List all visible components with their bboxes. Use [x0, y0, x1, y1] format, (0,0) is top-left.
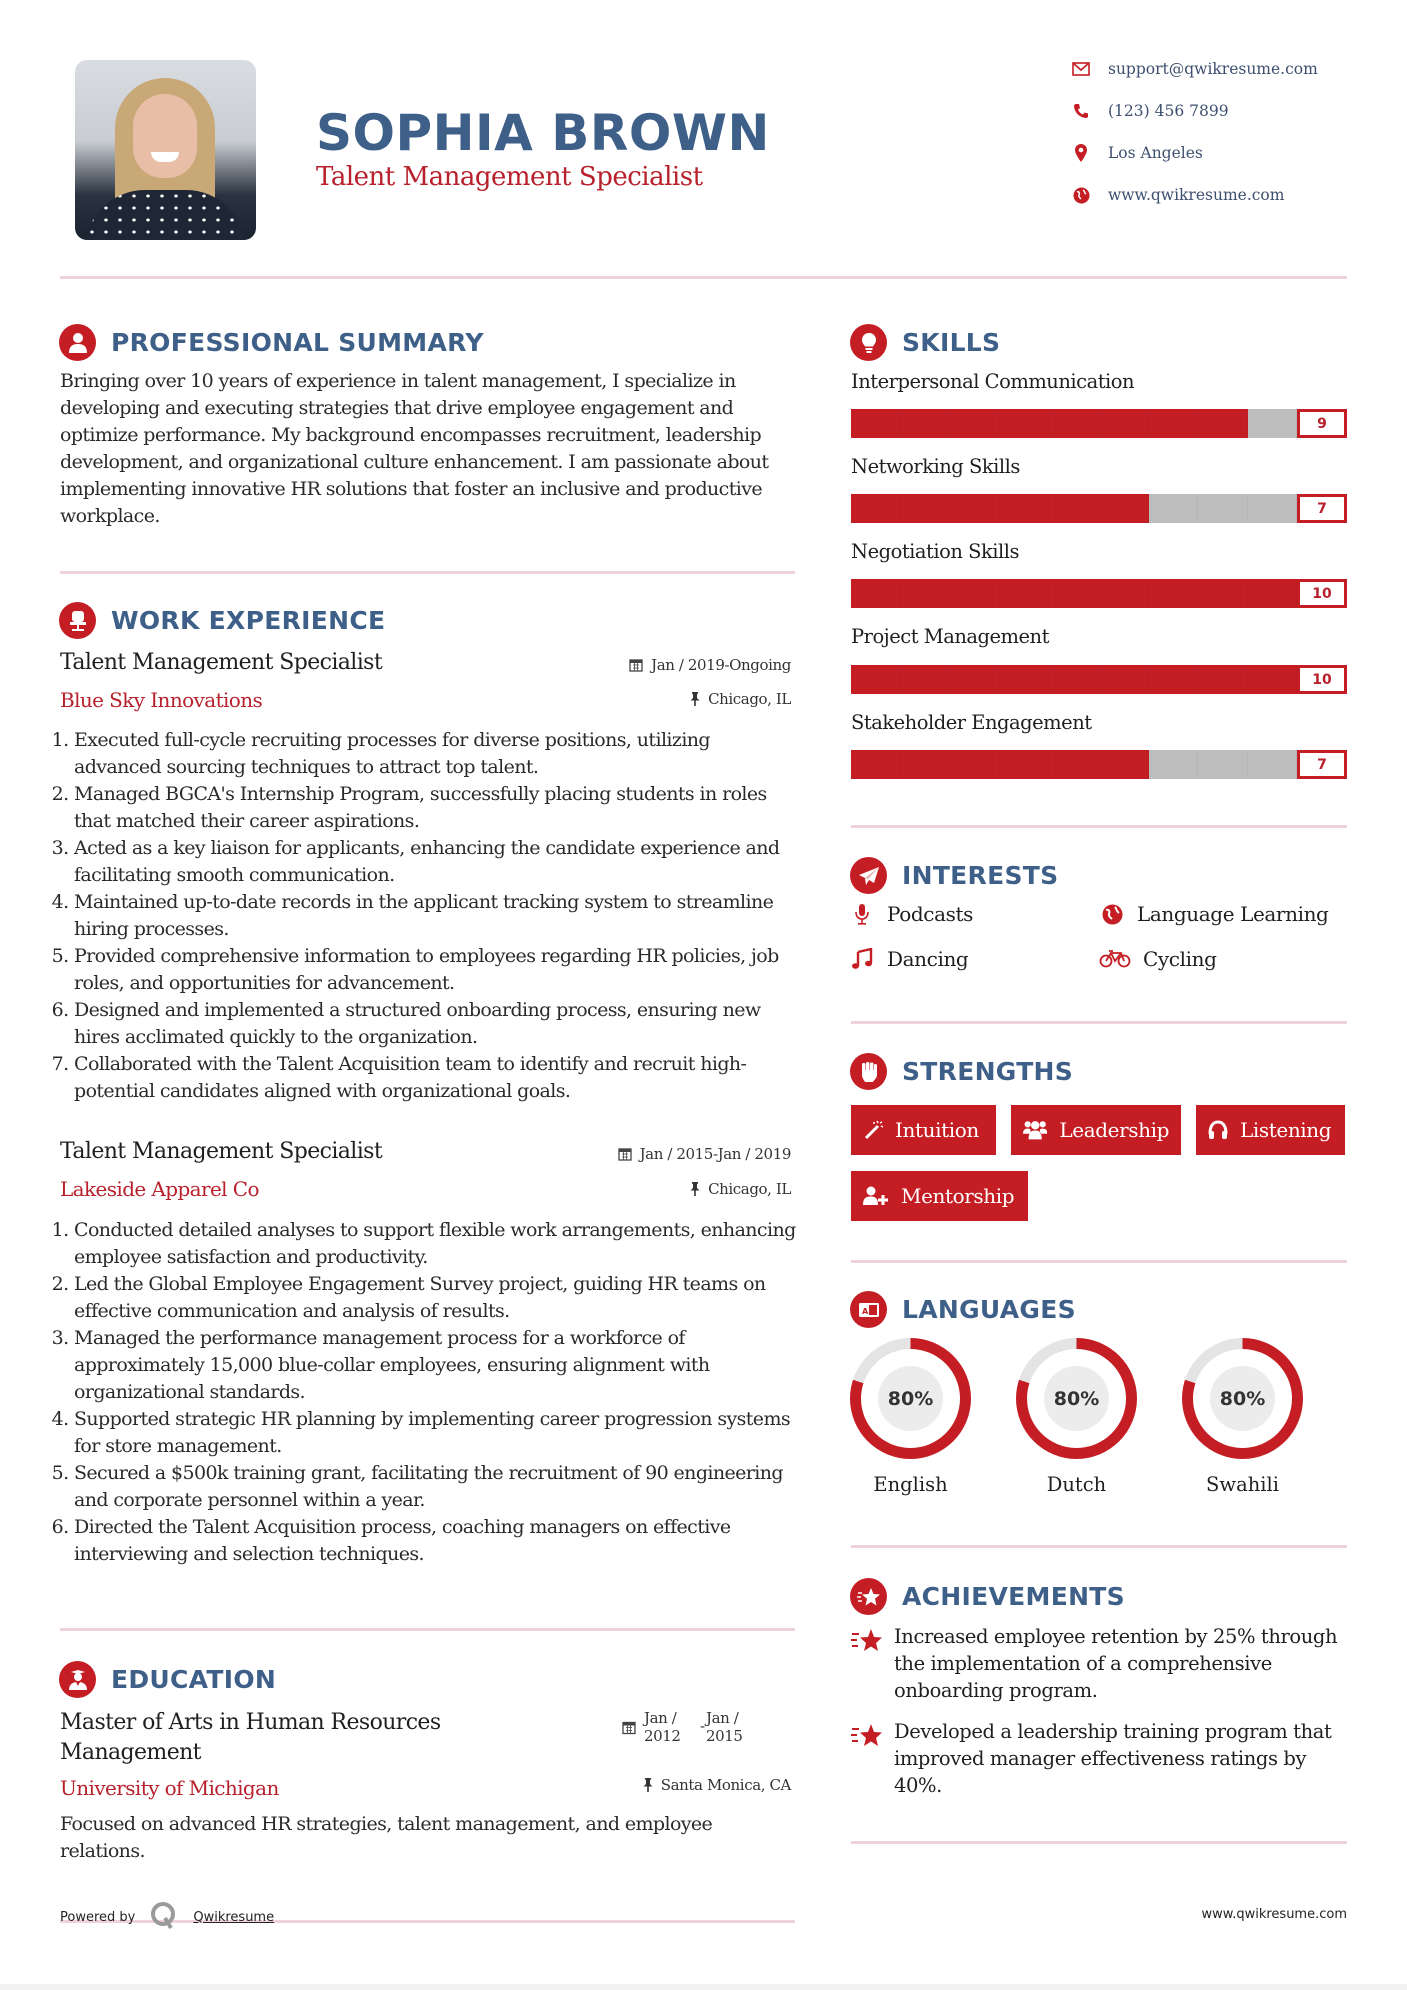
languages-heading: LANGUAGES	[902, 1295, 1076, 1324]
skill-bar-3	[851, 579, 1347, 608]
star-badge-icon	[850, 1578, 887, 1615]
achievements-divider	[851, 1841, 1347, 1844]
contact-website[interactable]	[1070, 184, 1284, 206]
list-item: 3. Acted as a key liaison for applicants, enhancing the candidate experience and facilitating smooth communication.	[74, 835, 796, 889]
header-divider	[60, 276, 1347, 279]
skill-bar-5	[851, 750, 1347, 779]
language-progress-ring: 80%	[850, 1338, 971, 1459]
phone-text: (123) 456 7899	[1108, 102, 1229, 120]
job-2-title: Talent Management Specialist	[60, 1139, 383, 1164]
language-dutch: 80% Dutch	[1016, 1338, 1137, 1496]
skill-bar-2	[851, 494, 1347, 523]
job-1-company: Blue Sky Innovations	[60, 688, 263, 712]
strengths-heading: STRENGTHS	[902, 1057, 1074, 1086]
candidate-name: SOPHIA BROWN	[316, 104, 770, 162]
skills-header	[850, 324, 1000, 361]
experience-heading: WORK EXPERIENCE	[111, 606, 386, 635]
graduate-icon	[59, 1661, 96, 1698]
skills-heading: SKILLS	[902, 328, 1001, 357]
language-progress-ring: 80%	[1182, 1338, 1303, 1459]
list-item: 4. Maintained up-to-date records in the applicant tracking system to streamline hiring processes.	[74, 889, 796, 943]
skill-score: 7	[1297, 750, 1347, 779]
calendar-icon	[629, 658, 643, 672]
list-item: 1. Conducted detailed analyses to support flexible work arrangements, enhancing employee satisfaction and productivity.	[74, 1217, 796, 1271]
language-progress-ring: 80%	[1016, 1338, 1137, 1459]
lightbulb-icon	[850, 324, 887, 361]
candidate-title: Talent Management Specialist	[316, 162, 703, 192]
experience-header	[59, 602, 385, 639]
magic-wand-icon	[863, 1120, 883, 1140]
skill-bar-4	[851, 665, 1347, 694]
list-item: 3. Managed the performance management process for a workforce of approximately 15,000 blue-collar employees, ensuring alignment with organizational standards.	[74, 1325, 796, 1406]
summary-text: Bringing over 10 years of experience in talent management, I specialize in developing and executing strategies that drive employee engagement and optimize performance. My background encompasses recruitment, leadership development, and organizational culture enhancement. I am passionate about implementing innovative HR solutions that foster an inclusive and productive workplace.	[60, 370, 769, 527]
skill-label: Negotiation Skills	[851, 540, 1019, 563]
school-name: University of Michigan	[60, 1776, 279, 1800]
skill-score: 10	[1297, 579, 1347, 608]
list-item: 7. Collaborated with the Talent Acquisition team to identify and recruit high-potential candidates aligned with organizational goals.	[74, 1051, 796, 1105]
experience-divider	[60, 1628, 795, 1631]
languages-divider	[851, 1545, 1347, 1548]
skill-label: Interpersonal Communication	[851, 370, 1135, 393]
qwikresume-logo-icon	[149, 1900, 179, 1934]
pushpin-icon	[643, 1778, 653, 1792]
translate-icon	[850, 1291, 887, 1328]
languages-header	[850, 1291, 1076, 1328]
language-english: 80% English	[850, 1338, 971, 1496]
location-text: Los Angeles	[1108, 144, 1203, 162]
bicycle-icon	[1099, 950, 1131, 968]
contact-email[interactable]	[1070, 58, 1318, 80]
pushpin-icon	[690, 692, 700, 706]
education-dates: Jan / 2012 - Jan / 2015	[622, 1709, 743, 1745]
job-2-location: Chicago, IL	[690, 1180, 791, 1198]
calendar-icon	[618, 1147, 632, 1161]
list-item: 1. Executed full-cycle recruiting processes for diverse positions, utilizing advanced sourcing techniques to attract top talent.	[74, 727, 796, 781]
fist-icon	[850, 1053, 887, 1090]
language-swahili: 80% Swahili	[1182, 1338, 1303, 1496]
strength-chip-mentorship: Mentorship	[851, 1171, 1028, 1221]
job-1-title: Talent Management Specialist	[60, 650, 383, 675]
achievements-heading: ACHIEVEMENTS	[902, 1582, 1125, 1611]
strength-chip-listening: Listening	[1196, 1105, 1345, 1155]
phone-icon	[1070, 100, 1092, 122]
strength-chip-leadership: Leadership	[1011, 1105, 1181, 1155]
user-plus-icon	[863, 1186, 889, 1206]
interest-dancing: Dancing	[849, 947, 968, 971]
globe-icon	[1070, 184, 1092, 206]
user-icon	[59, 324, 96, 361]
list-item: 5. Secured a $500k training grant, facilitating the recruitment of 90 engineering and corporate personnel within a year.	[74, 1460, 796, 1514]
education-location: Santa Monica, CA	[643, 1776, 791, 1794]
job-2-company: Lakeside Apparel Co	[60, 1177, 259, 1201]
powered-by: Powered by Qwikresume	[60, 1900, 274, 1934]
contact-location	[1070, 142, 1203, 164]
interest-language-learning: Language Learning	[1099, 902, 1328, 926]
list-item: 2. Led the Global Employee Engagement Survey project, guiding HR teams on effective communication and analysis of results.	[74, 1271, 796, 1325]
users-icon	[1023, 1119, 1047, 1141]
star-icon	[850, 1718, 894, 1799]
svg-text:A: A	[861, 1306, 868, 1316]
skill-label: Networking Skills	[851, 455, 1020, 478]
microphone-icon	[849, 903, 875, 925]
job-2-dates: Jan / 2015-Jan / 2019	[618, 1145, 791, 1163]
education-header	[59, 1661, 276, 1698]
interests-heading: INTERESTS	[902, 861, 1059, 890]
list-item: 6. Directed the Talent Acquisition process, coaching managers on effective interviewing and selection techniques.	[74, 1514, 796, 1568]
chair-icon	[59, 602, 96, 639]
summary-heading: PROFESSIONAL SUMMARY	[111, 328, 484, 357]
page-bottom-edge	[0, 1984, 1407, 1990]
skill-score: 10	[1297, 665, 1347, 694]
music-note-icon	[849, 948, 875, 970]
list-item: 2. Managed BGCA's Internship Program, successfully placing students in roles that matched their career aspirations.	[74, 781, 796, 835]
achievement-item: Increased employee retention by 25% through the implementation of a comprehensive onboarding program.	[850, 1623, 1347, 1704]
list-item: 5. Provided comprehensive information to employees regarding HR policies, job roles, and opportunities for advancement.	[74, 943, 796, 997]
list-item: 4. Supported strategic HR planning by implementing career progression systems for store management.	[74, 1406, 796, 1460]
interests-divider	[851, 1021, 1347, 1024]
footer-url[interactable]: www.qwikresume.com	[1201, 1907, 1347, 1922]
skill-label: Stakeholder Engagement	[851, 711, 1092, 734]
education-heading: EDUCATION	[111, 1665, 277, 1694]
education-description: Focused on advanced HR strategies, talent management, and employee relations.	[60, 1813, 713, 1862]
paper-plane-icon	[850, 857, 887, 894]
star-icon	[850, 1623, 894, 1704]
skill-score: 7	[1297, 494, 1347, 523]
email-text: support@qwikresume.com	[1108, 60, 1318, 78]
job-1-location: Chicago, IL	[690, 690, 791, 708]
profile-photo	[75, 60, 256, 240]
skills-divider	[851, 825, 1347, 828]
degree-title: Master of Arts in Human Resources Management	[60, 1710, 441, 1765]
map-pin-icon	[1070, 142, 1092, 164]
strengths-header	[850, 1053, 1073, 1090]
strengths-divider	[851, 1260, 1347, 1263]
skill-score: 9	[1297, 409, 1347, 438]
website-text: www.qwikresume.com	[1108, 186, 1285, 204]
summary-divider	[60, 571, 795, 574]
headphones-icon	[1208, 1120, 1228, 1140]
achievements-header	[850, 1578, 1125, 1615]
skill-label: Project Management	[851, 625, 1049, 648]
skill-bar-1	[851, 409, 1347, 438]
achievement-item: Developed a leadership training program that improved manager effectiveness ratings by 40%.	[850, 1718, 1347, 1799]
interest-cycling: Cycling	[1099, 947, 1216, 971]
pushpin-icon	[690, 1182, 700, 1196]
summary-header	[59, 324, 484, 361]
interests-header	[850, 857, 1058, 894]
strength-chip-intuition: Intuition	[851, 1105, 996, 1155]
job-1-dates: Jan / 2019-Ongoing	[629, 656, 791, 674]
interest-podcasts: Podcasts	[849, 902, 973, 926]
envelope-icon	[1070, 58, 1092, 80]
contact-phone[interactable]	[1070, 100, 1229, 122]
calendar-icon	[622, 1720, 636, 1735]
globe-icon	[1099, 904, 1125, 925]
qwikresume-link[interactable]: Qwikresume	[193, 1909, 275, 1925]
job-2-bullets	[56, 1217, 796, 1568]
job-1-bullets	[56, 727, 796, 1105]
list-item: 6. Designed and implemented a structured onboarding process, ensuring new hires acclimated quickly to the organization.	[74, 997, 796, 1051]
